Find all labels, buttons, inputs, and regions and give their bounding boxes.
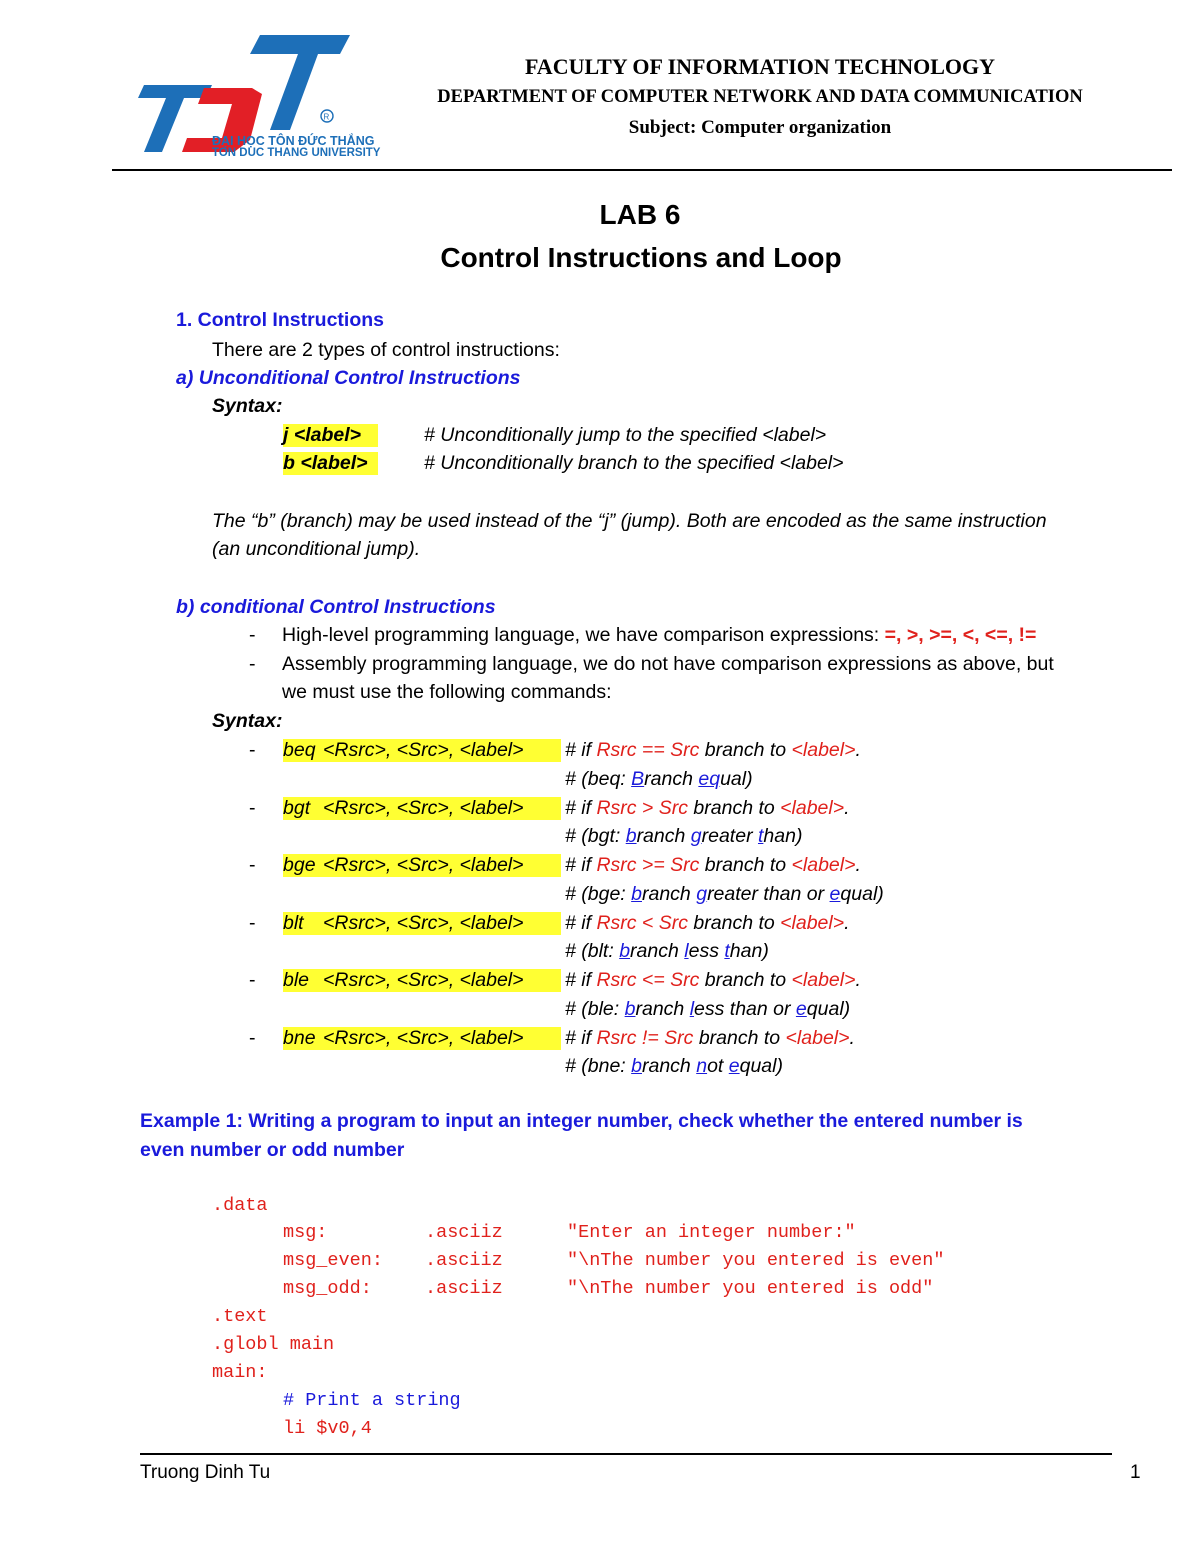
section1-heading: 1. Control Instructions (176, 309, 385, 331)
comment-text: . (844, 911, 850, 934)
instruction-syntax (283, 912, 561, 935)
lab-topic: Control Instructions and Loop (440, 242, 842, 273)
code-globl: .globl main (212, 1334, 335, 1355)
mnemonic-prefix: # (blt: (565, 940, 620, 962)
bullet-2-line-2: we must use the following commands: (282, 681, 612, 703)
code-li: li $v0,4 (283, 1418, 372, 1439)
instruction-mnemonic-comment (565, 883, 884, 906)
bullet-dash: - (249, 796, 256, 819)
mnemonic-letter: B (631, 767, 645, 790)
mnemonic-prefix: # (beq: (565, 767, 632, 790)
code-even-value: "\nThe number you entered is even" (567, 1250, 945, 1271)
code-even-name: msg_even: (283, 1250, 383, 1271)
section1-intro: There are 2 types of control instructions: (212, 339, 560, 361)
mnemonic-text: reater (701, 825, 758, 847)
instruction-opcode: ble (283, 969, 310, 991)
comment-text: branch to (699, 739, 792, 761)
instruction-condition-comment (565, 969, 861, 992)
highlighted-token: <label> (780, 796, 845, 819)
mnemonic-text: han) (729, 940, 769, 962)
faculty-title: FACULTY OF INFORMATION TECHNOLOGY (525, 54, 995, 79)
mnemonic-text: ranch (642, 1055, 697, 1077)
comment-text: # if (565, 854, 597, 876)
highlighted-token: <label> (791, 969, 856, 991)
instruction-syntax (283, 969, 561, 992)
mnemonic-text: ranch (635, 997, 690, 1020)
comment-text: # if (565, 796, 597, 819)
code-msg-directive: .asciiz (425, 1222, 503, 1243)
mnemonic-prefix: # (bne: (565, 1055, 632, 1077)
mnemonic-text: qual) (840, 882, 884, 905)
mnemonic-text: qual) (739, 1055, 783, 1077)
b-instruction-text: b <label> (283, 452, 368, 474)
mnemonic-letter: eq (698, 767, 721, 790)
svg-text:R: R (323, 112, 330, 122)
instruction-syntax (283, 1027, 561, 1050)
highlighted-token: Rsrc != Src (596, 1026, 694, 1049)
bullet-dash: - (249, 1026, 256, 1049)
mnemonic-text: qual) (806, 997, 851, 1020)
comment-text: branch to (699, 969, 792, 991)
instruction-args: <Rsrc>, <Src>, <label> (323, 796, 524, 819)
b-comment: # Unconditionally branch to the specified <label> (424, 452, 844, 474)
code-even-directive: .asciiz (425, 1250, 503, 1271)
code-odd-value: "\nThe number you entered is odd" (567, 1278, 934, 1299)
instruction-syntax (283, 797, 561, 820)
section-a-heading: a) Unconditional Control Instructions (176, 367, 521, 389)
highlighted-token: Rsrc > Src (596, 796, 688, 819)
bullet-dash: - (249, 854, 256, 876)
instruction-syntax (283, 854, 561, 877)
instruction-syntax (283, 739, 561, 762)
mnemonic-text: ranch (642, 882, 697, 905)
footer-author: Truong Dinh Tu (140, 1462, 271, 1483)
instruction-condition-comment (565, 912, 850, 935)
code-comment: # Print a string (283, 1390, 461, 1411)
mnemonic-letter: e (728, 1055, 740, 1077)
mnemonic-letter: b (631, 882, 642, 905)
bullet-dash: - (249, 969, 256, 991)
note-line-1: The “b” (branch) may be used instead of the “j” (jump). Both are encoded as the same instruction (212, 510, 1047, 532)
department-title: DEPARTMENT OF COMPUTER NETWORK AND DATA COMMUNICATION (437, 87, 1083, 107)
instruction-opcode: bne (283, 1026, 316, 1049)
mnemonic-text: reater than or (707, 882, 830, 905)
mnemonic-text: ranch (644, 767, 699, 790)
comment-text: branch to (699, 854, 792, 876)
highlighted-token: Rsrc >= Src (596, 854, 700, 876)
code-data-directive: .data (212, 1195, 268, 1216)
logo-text-vi: ĐẠI HỌC TÔN ĐỨC THẮNG (212, 134, 375, 148)
j-instruction (283, 424, 378, 447)
code-main-label: main: (212, 1362, 268, 1383)
section-b-heading: b) conditional Control Instructions (176, 596, 496, 618)
mnemonic-text: ess (688, 940, 725, 962)
comment-text: branch to (688, 911, 781, 934)
highlighted-token: Rsrc == Src (596, 739, 700, 761)
highlighted-token: <label> (780, 911, 845, 934)
comment-text: . (855, 739, 861, 761)
mnemonic-letter: g (696, 882, 708, 905)
b-instruction (283, 452, 378, 475)
highlighted-token: <label> (791, 739, 856, 761)
instruction-mnemonic-comment (565, 1055, 783, 1078)
instruction-args: <Rsrc>, <Src>, <label> (323, 969, 524, 991)
mnemonic-text: ual) (720, 767, 753, 790)
mnemonic-letter: b (624, 997, 636, 1020)
mnemonic-letter: t (757, 825, 764, 847)
header-divider (112, 169, 1172, 171)
bullet-1-label: High-level programming language, we have comparison expressions: (282, 624, 880, 646)
highlighted-token: <label> (791, 854, 856, 876)
j-comment: # Unconditionally jump to the specified <label> (424, 424, 827, 446)
comment-text: # if (565, 911, 597, 934)
university-logo (122, 30, 381, 162)
instruction-args: <Rsrc>, <Src>, <label> (323, 1026, 524, 1049)
mnemonic-letter: l (684, 940, 689, 962)
subject-title: Subject: Computer organization (628, 117, 892, 138)
mnemonic-letter: e (829, 882, 841, 905)
instruction-mnemonic-comment (565, 768, 753, 791)
bullet-dash: - (249, 739, 256, 761)
code-msg-name: msg: (283, 1222, 328, 1243)
mnemonic-letter: g (690, 825, 702, 847)
syntax-label-b: Syntax: (212, 710, 283, 732)
bullet-dash: - (249, 653, 256, 675)
instruction-args: <Rsrc>, <Src>, <label> (323, 739, 524, 761)
code-text-directive: .text (212, 1306, 268, 1327)
logo-text-en: TON DUC THANG UNIVERSITY (212, 147, 381, 159)
code-msg-value: "Enter an integer number:" (567, 1222, 856, 1243)
mnemonic-letter: n (696, 1055, 708, 1077)
instruction-opcode: bge (283, 854, 316, 876)
instruction-opcode: beq (283, 739, 316, 761)
bullet-dash: - (249, 624, 256, 646)
lab-number: LAB 6 (599, 199, 681, 230)
highlighted-token: Rsrc < Src (596, 911, 688, 934)
code-odd-directive: .asciiz (425, 1278, 503, 1299)
instruction-condition-comment (565, 739, 861, 762)
instruction-opcode: blt (283, 911, 304, 934)
instruction-args: <Rsrc>, <Src>, <label> (323, 854, 524, 876)
comparison-operators: =, >, >=, <, <=, != (884, 624, 1037, 646)
bullet-dash: - (249, 911, 256, 934)
mnemonic-prefix: # (bgt: (565, 825, 626, 847)
mnemonic-text: ranch (636, 825, 691, 847)
code-odd-name: msg_odd: (283, 1278, 372, 1299)
comment-text: branch to (693, 1026, 786, 1049)
mnemonic-prefix: # (ble: (565, 997, 625, 1020)
example1-line-1: Example 1: Writing a program to input an integer number, check whether the entered number is (140, 1110, 1023, 1132)
comment-text: . (855, 969, 861, 991)
comment-text: . (844, 796, 850, 819)
mnemonic-letter: b (631, 1055, 642, 1077)
instruction-condition-comment (565, 854, 861, 877)
instruction-condition-comment (565, 797, 850, 820)
mnemonic-letter: b (619, 940, 631, 962)
comment-text: . (849, 1026, 855, 1049)
mnemonic-letter: t (724, 940, 730, 962)
comment-text: branch to (688, 796, 781, 819)
instruction-args: <Rsrc>, <Src>, <label> (323, 911, 524, 934)
instruction-mnemonic-comment (565, 998, 850, 1021)
page-number: 1 (1130, 1462, 1141, 1483)
note-line-2: (an unconditional jump). (212, 538, 421, 560)
mnemonic-text: ess than or (694, 997, 796, 1020)
mnemonic-letter: b (625, 825, 637, 847)
highlighted-token: Rsrc <= Src (596, 969, 700, 991)
highlighted-token: <label> (785, 1026, 850, 1049)
instruction-condition-comment (565, 1027, 855, 1050)
instruction-opcode: bgt (283, 796, 311, 819)
instruction-mnemonic-comment (565, 940, 769, 963)
j-instruction-text: j <label> (283, 424, 362, 446)
syntax-label-a: Syntax: (212, 395, 283, 417)
comment-text: . (855, 854, 861, 876)
footer-divider (140, 1453, 1112, 1455)
mnemonic-letter: e (795, 997, 807, 1020)
mnemonic-prefix: # (bge: (565, 882, 632, 905)
bullet-2-line-1: Assembly programming language, we do not have comparison expressions as above, but (282, 653, 1054, 675)
mnemonic-letter: l (689, 997, 695, 1020)
instruction-mnemonic-comment (565, 825, 802, 848)
mnemonic-text: ranch (630, 940, 685, 962)
comment-text: # if (565, 969, 597, 991)
comment-text: # if (565, 1026, 597, 1049)
example1-line-2: even number or odd number (140, 1139, 405, 1161)
comment-text: # if (565, 739, 597, 761)
mnemonic-text: ot (707, 1055, 729, 1077)
mnemonic-text: han) (763, 825, 803, 847)
bullet-1-text (282, 624, 1036, 647)
